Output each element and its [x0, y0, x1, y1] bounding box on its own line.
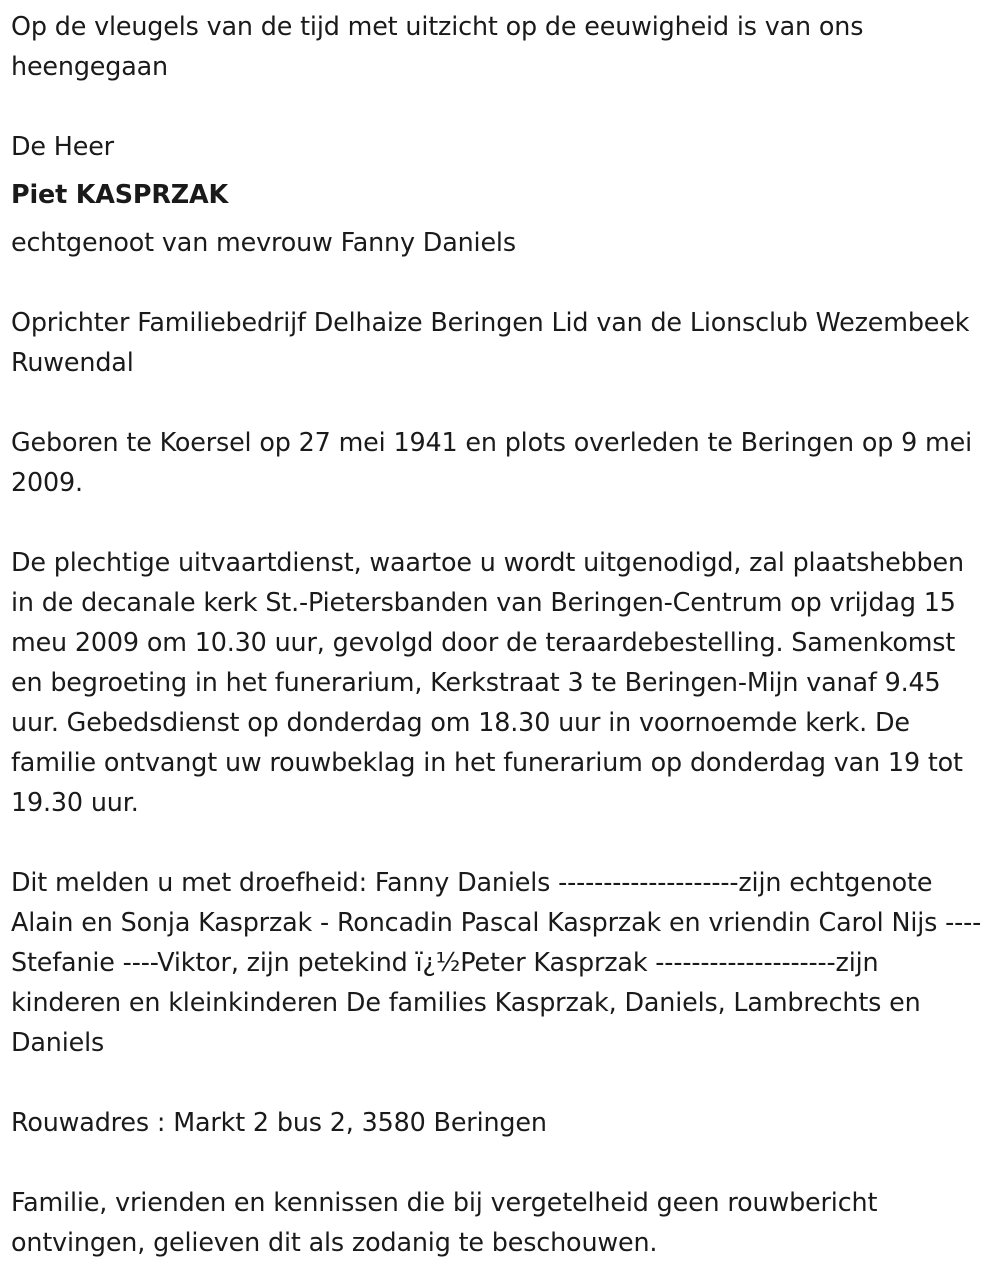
spouse-line: echtgenoot van mevrouw Fanny Daniels [11, 227, 516, 257]
intro-text: Op de vleugels van de tijd met uitzicht op de eeuwigheid is van ons heengegaan [11, 11, 872, 81]
roles-text: Oprichter Familiebedrijf Delhaize Beringen Lid van de Lionsclub Wezembeek Ruwendal [11, 307, 978, 377]
deceased-name: Piet KASPRZAK [11, 179, 229, 209]
mourning-address: Rouwadres : Markt 2 bus 2, 3580 Beringen [11, 1107, 547, 1137]
closing-text: Familie, vrienden en kennissen die bij vergetelheid geen rouwbericht ontvingen, gelieven dit als zodanig te beschouwen. [11, 1187, 886, 1257]
announcement-text: Dit melden u met droefheid: Fanny Daniels --------------------zijn echtgenote Alain en Sonja Kasprzak - Roncadin Pascal Kasprzak en vriendin Carol Nijs ----Stefanie ----Viktor, zijn petekind ï¿½Peter Kasprzak --------------------zijn kinderen en kleinkinderen De families Kasprzak, Daniels, Lambrechts en Daniels [11, 867, 982, 1057]
birth-death-text: Geboren te Koersel op 27 mei 1941 en plots overleden te Beringen op 9 mei 2009. [11, 427, 980, 497]
title-prefix: De Heer [11, 131, 114, 161]
funeral-details: De plechtige uitvaartdienst, waartoe u wordt uitgenodigd, zal plaatshebben in de decanale kerk St.-Pietersbanden van Beringen-Centrum op vrijdag 15 meu 2009 om 10.30 uur, gevolgd door de teraardebestelling. Samenkomst en begroeting in het funerarium, Kerkstraat 3 te Beringen-Mijn vanaf 9.45 uur. Gebedsdienst op donderdag om 18.30 uur in voornoemde kerk. De familie ontvangt uw rouwbeklag in het funerarium op donderdag van 19 tot 19.30 uur. [11, 547, 972, 817]
